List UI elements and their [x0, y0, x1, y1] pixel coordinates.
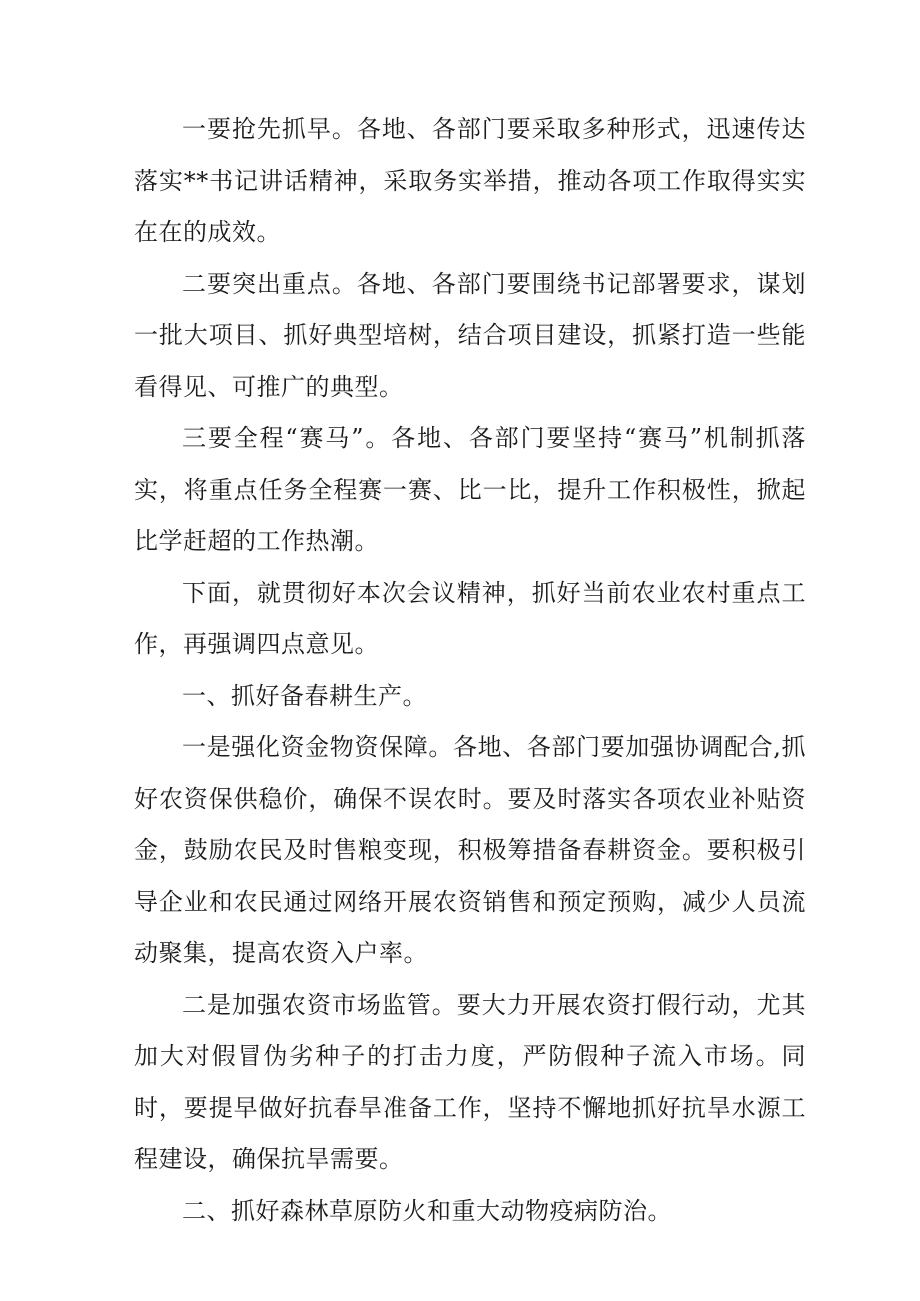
- paragraph: 二是加强农资市场监管。要大力开展农资打假行动，尤其加大对假冒伪劣种子的打击力度，严防假种子流入市场。同时，要提早做好抗春旱准备工作，坚持不懈地抓好抗旱水源工程建设，确保抗旱需要。: [134, 990, 806, 1173]
- paragraph: 三要全程“赛马”。各地、各部门要坚持“赛马”机制抓落实，将重点任务全程赛一赛、比一比，提升工作积极性，掀起比学赶超的工作热潮。: [134, 424, 806, 555]
- paragraph: 一是强化资金物资保障。各地、各部门要加强协调配合,抓好农资保供稳价，确保不误农时。要及时落实各项农业补贴资金，鼓励农民及时售粮变现，积极筹措备春耕资金。要积极引导企业和农民通过网络开展农资销售和预定预购，减少人员流动聚集，提高农资入户率。: [134, 733, 806, 967]
- document-body: [134, 104, 806, 1237]
- section-heading: 二、抓好森林草原防火和重大动物疫病防治。: [182, 1196, 672, 1225]
- paragraph: 一要抢先抓早。各地、各部门要采取多种形式，迅速传达落实**书记讲话精神，采取务实举措，推动各项工作取得实实在在的成效。: [134, 115, 806, 246]
- paragraph: 二要突出重点。各地、各部门要围绕书记部署要求，谋划一批大项目、抓好典型培树，结合项目建设，抓紧打造一些能看得见、可推广的典型。: [134, 269, 806, 401]
- section-heading: 一、抓好备春耕生产。: [182, 681, 427, 710]
- paragraph: 下面，就贯彻好本次会议精神，抓好当前农业农村重点工作，再强调四点意见。: [134, 578, 806, 658]
